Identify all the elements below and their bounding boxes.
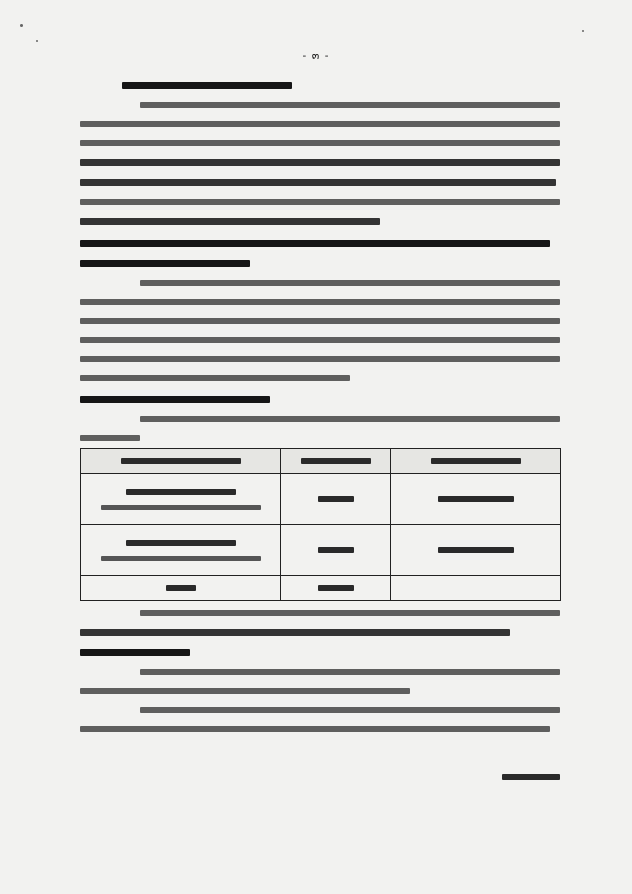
paragraph-line [80, 356, 560, 362]
table-header-cell [81, 449, 281, 474]
paragraph-line [80, 140, 560, 146]
table-cell [81, 576, 281, 601]
paragraph-line [80, 375, 350, 381]
paragraph-line [80, 726, 550, 732]
paragraph-line [80, 159, 560, 166]
section-heading [80, 240, 550, 247]
table-cell [391, 474, 561, 525]
section-5 [80, 396, 560, 454]
table-row [81, 474, 561, 525]
paragraph-line [140, 280, 560, 286]
table-cell [281, 474, 391, 525]
scan-speck [36, 40, 38, 42]
section-4 [80, 240, 560, 394]
paragraph-line [140, 102, 560, 108]
table-row [81, 525, 561, 576]
paragraph-line [80, 435, 140, 441]
paragraph-line [80, 121, 560, 127]
paragraph-line [80, 218, 380, 225]
paragraph-line [140, 416, 560, 422]
paragraph-line [80, 337, 560, 343]
table-header-row [81, 449, 561, 474]
paragraph-line [140, 707, 560, 713]
section-heading [80, 396, 270, 403]
paragraph-line [80, 179, 556, 186]
section-6 [80, 610, 560, 745]
continuation-text [502, 774, 560, 780]
table-header-cell [391, 449, 561, 474]
table-cell [81, 525, 281, 576]
page-number: - ๓ - [302, 49, 330, 62]
section-heading [80, 649, 190, 656]
section-heading [122, 82, 292, 89]
scan-speck [582, 30, 584, 32]
section-3-4 [80, 82, 560, 238]
scan-speck [20, 24, 23, 27]
selection-criteria-table [80, 448, 561, 601]
table-cell [281, 525, 391, 576]
paragraph-line [80, 299, 560, 305]
section-heading [80, 260, 250, 267]
paragraph-line [80, 688, 410, 694]
paragraph-line [80, 199, 560, 205]
paragraph-line [80, 629, 510, 636]
table-cell [391, 525, 561, 576]
paragraph-line [80, 318, 560, 324]
paragraph-line [140, 610, 560, 616]
table-total-row [81, 576, 561, 601]
table-cell [281, 576, 391, 601]
table-cell [391, 576, 561, 601]
table-cell [81, 474, 281, 525]
table-header-cell [281, 449, 391, 474]
paragraph-line [140, 669, 560, 675]
